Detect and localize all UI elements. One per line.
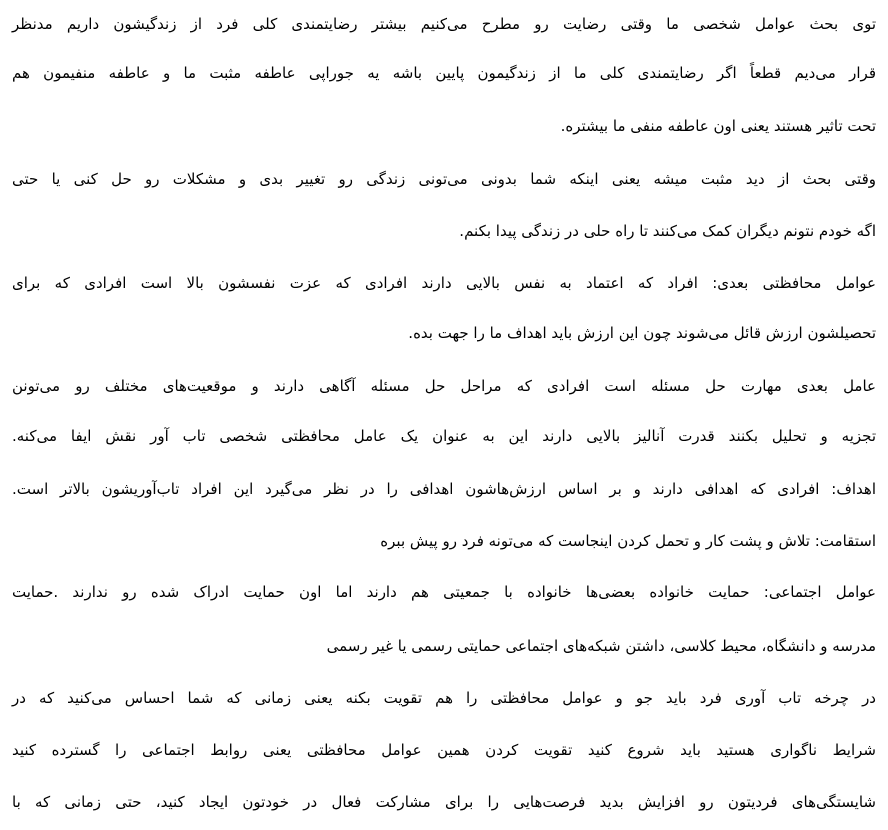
text-line: اهداف: افرادی که اهدافی دارند و بر اساس ارزش‌هاشون اهدافی را در نظر می‌گیرد این افراد تاب‌آوریشون بالاتر است. (12, 480, 876, 498)
text-line: تحت تاثیر هستند یعنی اون عاطفه منفی ما بیشتره. (560, 117, 876, 135)
text-line: عامل بعدی مهارت حل مسئله است افرادی که مراحل حل مسئله آگاهی دارند و موقعیت‌های مختلف رو می‌تونن (12, 377, 876, 395)
text-line: عوامل اجتماعی: حمایت خانواده بعضی‌ها خانواده با جمعیتی هم دارند اما اون حمایت ادراک شده رو ندارند .حمایت (12, 583, 876, 601)
text-line: شایستگی‌های فردیتون رو افزایش بدید فرصت‌هایی را برای مشارکت فعال در خودتون ایجاد کنید، حتی زمانی که با (12, 793, 876, 811)
text-line: عوامل محافظتی بعدی: افراد که اعتماد به نفس بالایی دارند افرادی که عزت نفسشون بالا است افرادی که برای (12, 274, 876, 292)
text-line: توی بحث عوامل شخصی ما وقتی رضایت رو مطرح می‌کنیم بیشتر رضایتمندی کلی فرد از زندگیشون داریم مدنظر (12, 15, 876, 33)
text-line: در چرخه تاب آوری فرد باید جو و عوامل محافظتی را هم تقویت بکنه یعنی زمانی که شما احساس می‌کنید که در (12, 689, 876, 707)
text-line: تحصیلشون ارزش قائل می‌شوند چون این ارزش باید اهداف ما را جهت بده. (408, 324, 876, 342)
text-line: مدرسه و دانشگاه، محیط کلاسی، داشتن شبکه‌های اجتماعی حمایتی رسمی یا غیر رسمی (326, 637, 876, 655)
text-line: استقامت: تلاش و پشت کار و تحمل کردن اینجاست که می‌تونه فرد رو پیش ببره (380, 532, 876, 550)
text-line: تجزیه و تحلیل بکنند قدرت آنالیز بالایی دارند این به عنوان یک عامل محافظتی شخصی تاب آور نقش ایفا می‌کنه. (12, 427, 876, 445)
text-line: وقتی بحث از دید مثبت میشه یعنی اینکه شما بدونی می‌تونی زندگی رو تغییر بدی و مشکلات رو حل کنی یا حتی (12, 170, 876, 188)
text-line: اگه خودم نتونم دیگران کمک می‌کنند تا راه حلی در زندگی پیدا بکنم. (459, 222, 876, 240)
text-line: قرار می‌دیم قطعاً اگر رضایتمندی کلی ما از زندگیمون پایین باشه یه جوراپی عاطفه مثبت ما و عاطفه منفیمون هم (12, 64, 876, 82)
text-line: شرایط ناگواری هستید باید شروع کنید تقویت کردن همین عوامل محافظتی یعنی روابط اجتماعی را گسترده کنید (12, 741, 876, 759)
